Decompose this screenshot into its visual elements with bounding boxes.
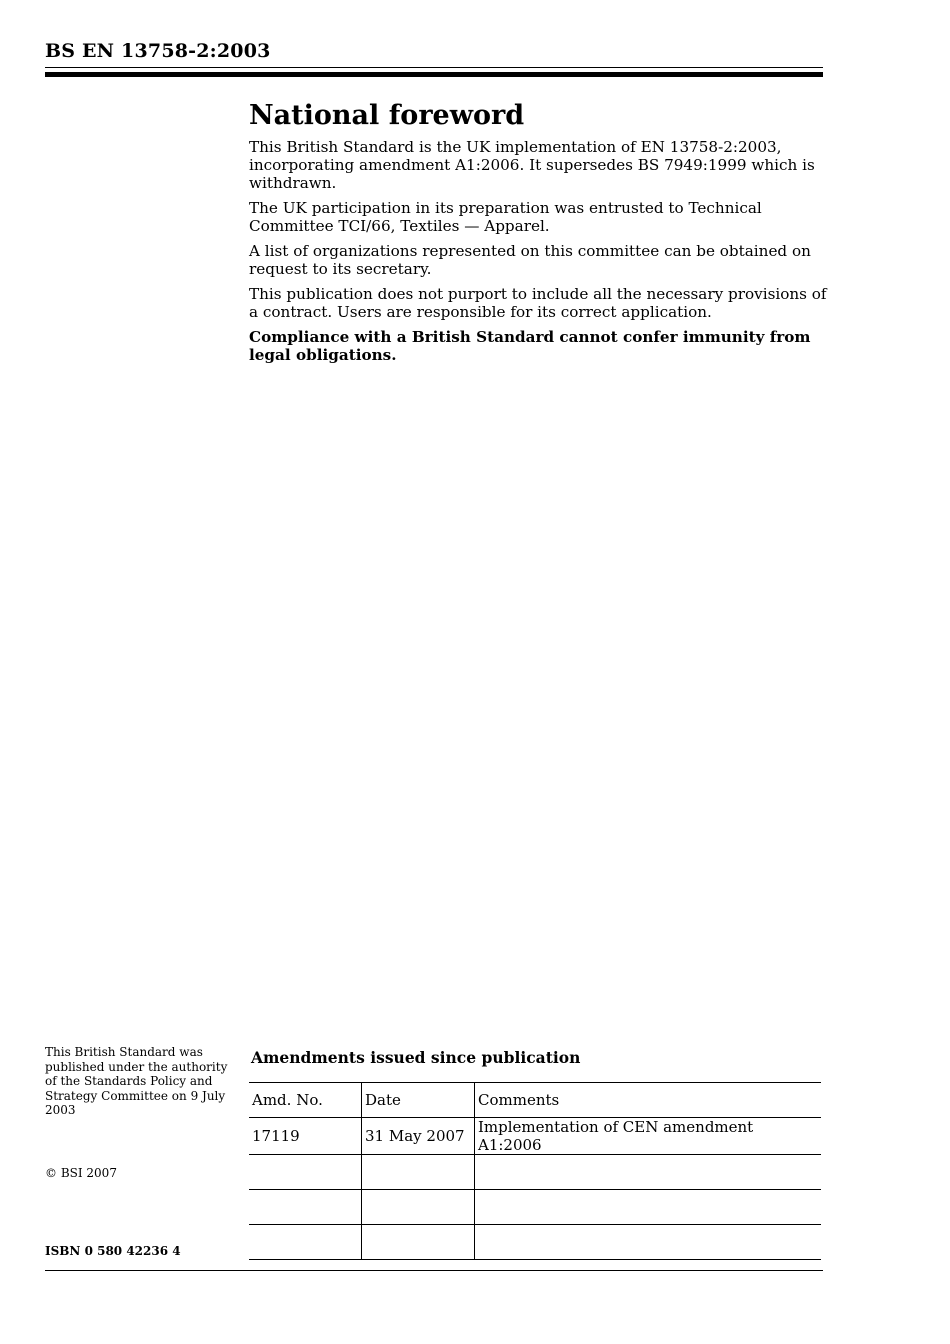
foreword-paragraph: The UK participation in its preparation was entrusted to Technical Committee TCI/66, Textiles — Apparel. — [249, 199, 762, 235]
table-row — [249, 1190, 821, 1225]
table-row — [249, 1118, 821, 1155]
cell-comments: Implementation of CEN amendment A1:2006 — [475, 1118, 822, 1155]
cell-date — [362, 1155, 475, 1190]
foreword-section — [249, 100, 829, 371]
header-rule-thin — [45, 67, 823, 68]
column-header-comments: Comments — [475, 1083, 822, 1118]
amendments-title: Amendments issued since publication — [251, 1048, 581, 1067]
cell-date: 31 May 2007 — [362, 1118, 475, 1155]
table-row — [249, 1225, 821, 1260]
cell-amd-no — [249, 1155, 362, 1190]
cell-amd-no: 17119 — [249, 1118, 362, 1155]
foreword-paragraph: This British Standard is the UK implementation of EN 13758-2:2003, incorporating amendment A1:2006. It supersedes BS 7949:1999 which is withdrawn. — [249, 138, 815, 192]
document-id: BS EN 13758-2:2003 — [45, 40, 271, 62]
footer-rule — [45, 1270, 823, 1271]
compliance-note: Compliance with a British Standard cannot confer immunity from legal obligations. — [249, 328, 811, 364]
cell-amd-no — [249, 1225, 362, 1260]
header-rule-thick — [45, 72, 823, 77]
cell-comments — [475, 1190, 822, 1225]
publication-note: This British Standard was published under the authority of the Standards Policy and Strategy Committee on 9 July 2003 — [45, 1045, 228, 1117]
cell-comments — [475, 1225, 822, 1260]
foreword-paragraph: A list of organizations represented on this committee can be obtained on request to its secretary. — [249, 242, 811, 278]
table-row — [249, 1155, 821, 1190]
isbn-number: ISBN 0 580 42236 4 — [45, 1244, 181, 1258]
amendments-table — [249, 1082, 821, 1260]
copyright-notice: © BSI 2007 — [45, 1166, 117, 1180]
column-header-amd-no: Amd. No. — [249, 1083, 362, 1118]
foreword-title: National foreword — [249, 100, 525, 131]
column-header-date: Date — [362, 1083, 475, 1118]
cell-comments — [475, 1155, 822, 1190]
foreword-paragraph: This publication does not purport to include all the necessary provisions of a contract. Users are responsible for its correct application. — [249, 285, 827, 321]
cell-date — [362, 1225, 475, 1260]
table-header-row — [249, 1083, 821, 1118]
cell-amd-no — [249, 1190, 362, 1225]
cell-date — [362, 1190, 475, 1225]
